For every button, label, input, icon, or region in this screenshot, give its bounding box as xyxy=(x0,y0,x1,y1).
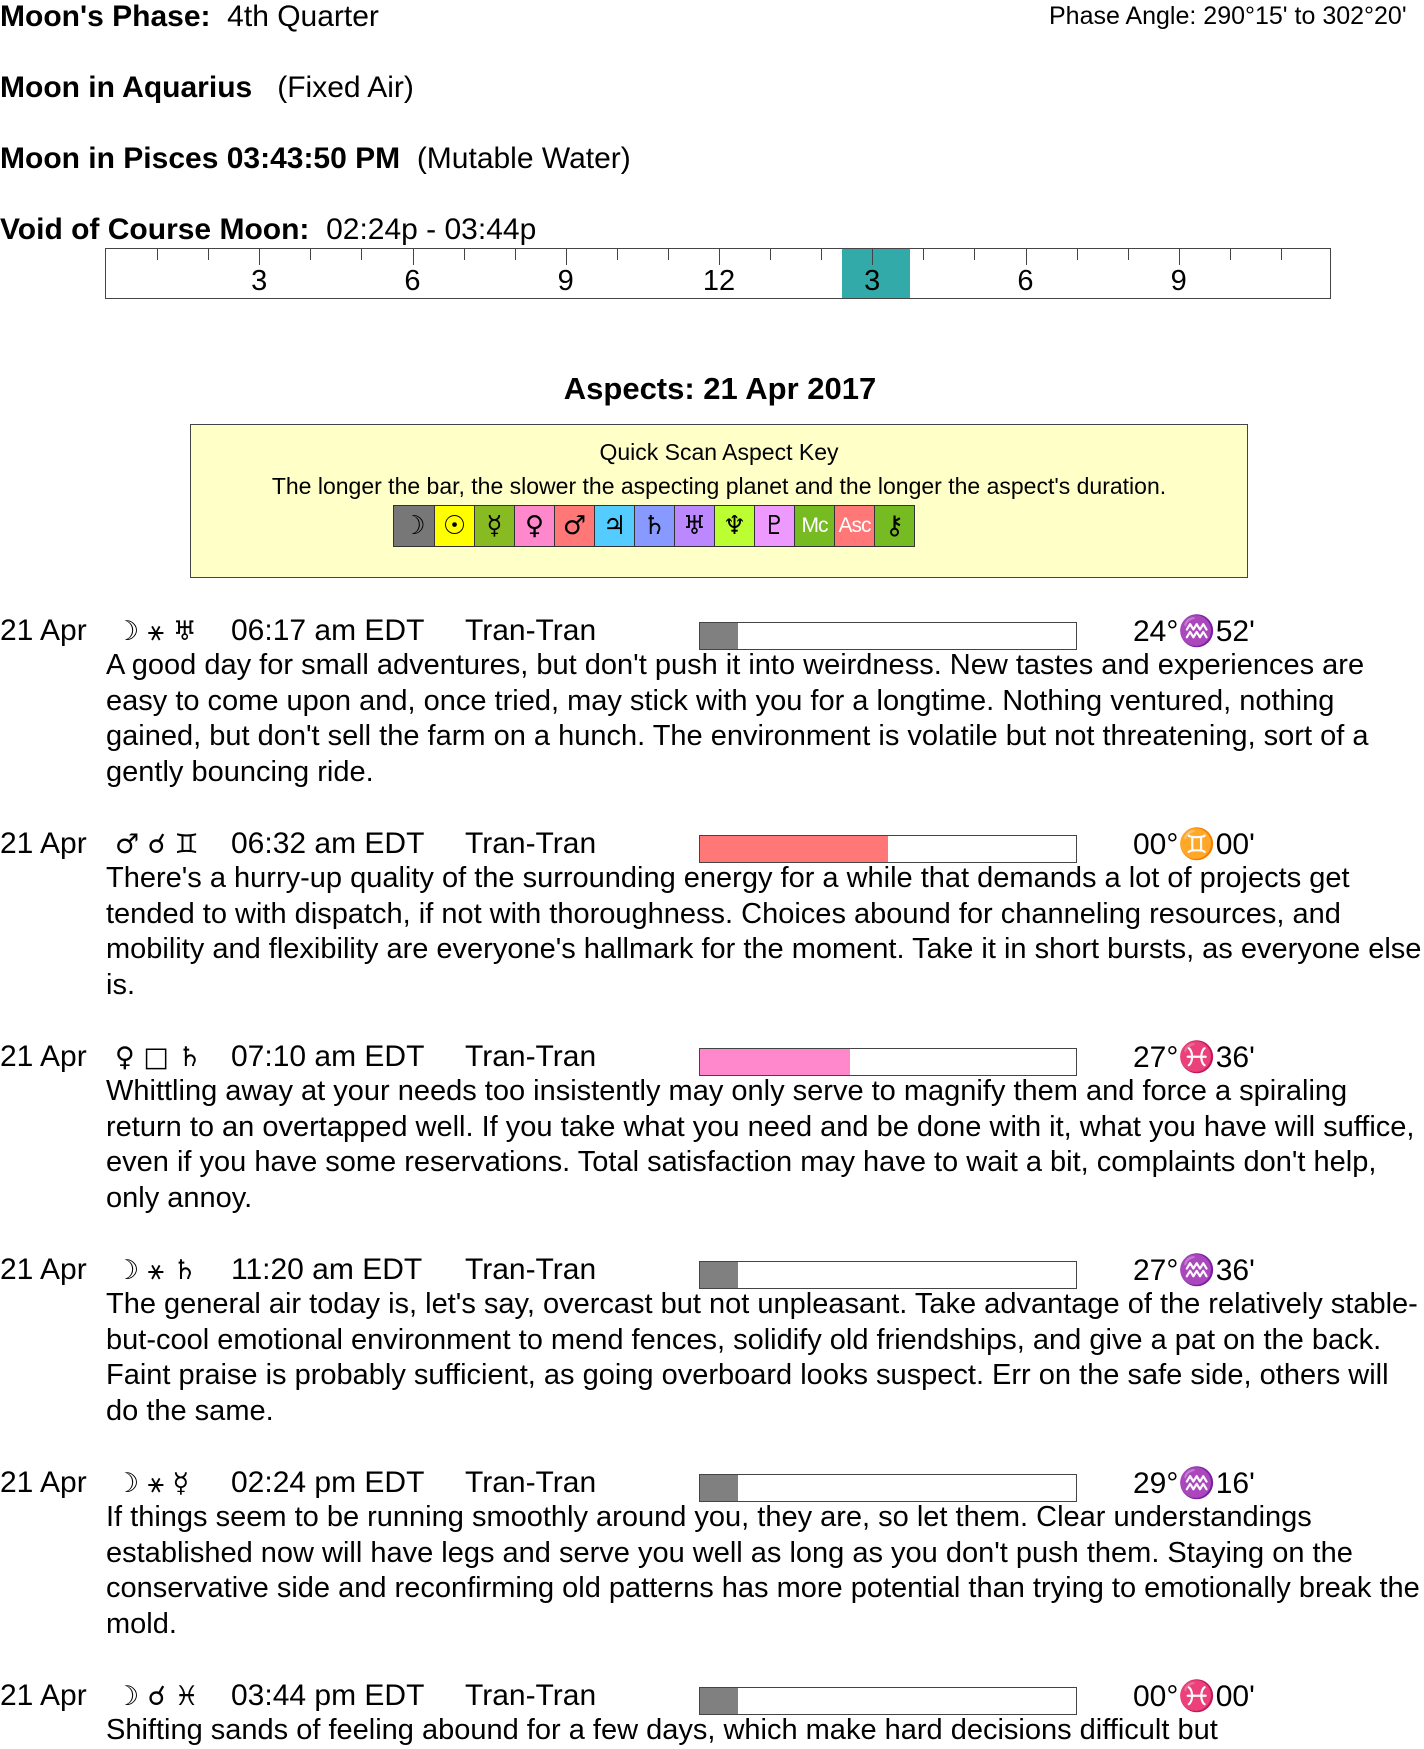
timeline-tick xyxy=(1281,249,1282,260)
aspect-description: The general air today is, let's say, overcast but not unpleasant. Take advantage of the relatively stable-but-cool emotional environment to mend fences, solidify old friendships, and give a pat on the back. Faint praise is probably sufficient, as going overboard looks suspect. Err on the safe side, others will do the same. xyxy=(106,1288,1418,1427)
timeline-tick xyxy=(668,249,669,260)
timeline-tick xyxy=(821,249,822,260)
aspect-time: 03:44 pm EDT xyxy=(231,1679,425,1712)
aspect-symbols: ☽ ☌ ♓ xyxy=(115,1681,199,1712)
aspect-description: Shifting sands of feeling abound for a few days, which make hard decisions difficult but xyxy=(106,1714,1218,1746)
aspect-time: 06:17 am EDT xyxy=(231,614,425,647)
aspect-duration-bar xyxy=(699,1474,1077,1502)
aspect-symbols: ☽ ⚹ ☿ xyxy=(115,1468,190,1499)
timeline-tick xyxy=(208,249,209,260)
aspect-duration-bar xyxy=(699,622,1077,650)
phase-angle: Phase Angle: 290°15' to 302°20' xyxy=(1049,2,1407,30)
aspect-symbols: ♀ □ ♄ xyxy=(115,1042,202,1073)
aspect-entry-header xyxy=(0,1253,1424,1289)
uranus-icon: ♅ xyxy=(674,506,714,546)
venus-icon: ♀ xyxy=(514,506,554,546)
timeline-tick xyxy=(310,249,311,260)
timeline-tick xyxy=(770,249,771,260)
moon-phase-line xyxy=(0,0,379,34)
timeline-tick xyxy=(1230,249,1231,260)
chiron-icon: ⚷ xyxy=(874,506,914,546)
timeline-label: 3 xyxy=(864,265,881,297)
voc-label: Void of Course Moon: xyxy=(0,213,310,246)
aspect-date: 21 Apr xyxy=(0,614,87,647)
moon-ingress-quality: (Mutable Water) xyxy=(416,142,631,175)
aspect-date: 21 Apr xyxy=(0,1040,87,1073)
aspect-duration-fill xyxy=(700,1262,738,1288)
aspect-position: 27°♓36' xyxy=(1133,1041,1255,1074)
timeline-tick xyxy=(1179,249,1180,265)
aspect-duration-fill xyxy=(700,836,888,862)
moon-ingress-line xyxy=(0,142,631,176)
timeline-label: 6 xyxy=(1017,265,1034,297)
aspect-duration-fill xyxy=(700,1475,738,1501)
aspect-type: Tran-Tran xyxy=(465,827,597,860)
moon-sign-quality: (Fixed Air) xyxy=(277,71,414,104)
timeline-tick xyxy=(719,249,720,265)
aspect-duration-bar xyxy=(699,1048,1077,1076)
aspect-description: A good day for small adventures, but don't push it into weirdness. New tastes and experiences are easy to come upon and, once tried, may stick with you for a longtime. Nothing ventured, nothing gained, but don't sell the farm on a hunch. The environment is volatile but not threatening, sort of a gently bouncing ride. xyxy=(106,649,1369,788)
moon-ingress-label: Moon in Pisces 03:43:50 PM xyxy=(0,142,401,175)
aspect-symbols: ☽ ⚹ ♄ xyxy=(115,1255,197,1286)
mercury-icon: ☿ xyxy=(474,506,514,546)
timeline-label: 9 xyxy=(1170,265,1187,297)
aspect-description: Whittling away at your needs too insistently may only serve to magnify them and force a spiraling return to an overtapped well. If you take what you need and be done with it, what you have will suffice, even if you have some reservations. Total satisfaction may have to wait a bit, complaints don't help, only annoy. xyxy=(106,1075,1415,1214)
aspect-type: Tran-Tran xyxy=(465,614,597,647)
aspect-symbols: ☽ ⚹ ♅ xyxy=(115,616,197,647)
aspect-entry-header xyxy=(0,1466,1424,1502)
aspect-time: 02:24 pm EDT xyxy=(231,1466,425,1499)
voc-value: 02:24p - 03:44p xyxy=(326,213,537,246)
timeline-tick xyxy=(413,249,414,265)
aspect-entry-header xyxy=(0,1040,1424,1076)
aspect-duration-fill xyxy=(700,623,738,649)
timeline-tick xyxy=(566,249,567,265)
aspect-position: 24°♒52' xyxy=(1133,615,1255,648)
aspect-symbols: ♂ ☌ ♊ xyxy=(115,829,199,860)
aspect-position: 00°♊00' xyxy=(1133,828,1255,861)
aspect-date: 21 Apr xyxy=(0,1466,87,1499)
aspect-date: 21 Apr xyxy=(0,827,87,860)
timeline-tick xyxy=(515,249,516,260)
ascendant-icon: Asc xyxy=(834,506,874,546)
aspect-time: 06:32 am EDT xyxy=(231,827,425,860)
saturn-icon: ♄ xyxy=(634,506,674,546)
aspect-entry-header xyxy=(0,1679,1424,1715)
aspect-duration-bar xyxy=(699,835,1077,863)
aspect-entry-header xyxy=(0,614,1424,650)
aspect-key-box xyxy=(190,424,1248,578)
aspect-time: 07:10 am EDT xyxy=(231,1040,425,1073)
timeline-tick xyxy=(259,249,260,265)
aspect-description: If things seem to be running smoothly around you, they are, so let them. Clear understandings established now will have legs and serve you well as long as you don't push them. Staying on the conservative side and reconfirming old patterns has more potential than trying to emotionally break the mold. xyxy=(106,1501,1420,1640)
neptune-icon: ♆ xyxy=(714,506,754,546)
voc-line xyxy=(0,213,536,247)
aspect-duration-fill xyxy=(700,1688,738,1714)
aspect-type: Tran-Tran xyxy=(465,1679,597,1712)
aspect-type: Tran-Tran xyxy=(465,1466,597,1499)
timeline-tick xyxy=(872,249,873,265)
aspect-duration-bar xyxy=(699,1687,1077,1715)
aspect-description: There's a hurry-up quality of the surrounding energy for a while that demands a lot of projects get tended to with dispatch, if not with thoroughness. Choices abound for channeling resources, and mobility and flexibility are everyone's hallmark for the moment. Take it in short bursts, as everyone else is. xyxy=(106,862,1422,1001)
planet-glyph-row xyxy=(393,505,915,547)
moon-icon: ☽ xyxy=(394,506,434,546)
midheaven-icon: Mc xyxy=(794,506,834,546)
timeline-label: 12 xyxy=(702,265,736,297)
aspect-position: 27°♒36' xyxy=(1133,1254,1255,1287)
timeline-tick xyxy=(923,249,924,260)
voc-timeline xyxy=(105,248,1331,299)
aspect-type: Tran-Tran xyxy=(465,1253,597,1286)
timeline-tick xyxy=(617,249,618,260)
mars-icon: ♂ xyxy=(554,506,594,546)
timeline-tick xyxy=(464,249,465,260)
aspect-key-description: The longer the bar, the slower the aspecting planet and the longer the aspect's duration. xyxy=(271,473,1167,499)
aspect-entry-header xyxy=(0,827,1424,863)
aspect-type: Tran-Tran xyxy=(465,1040,597,1073)
jupiter-icon: ♃ xyxy=(594,506,634,546)
timeline-tick xyxy=(361,249,362,260)
aspect-key-title: Quick Scan Aspect Key xyxy=(599,439,839,465)
timeline-label: 9 xyxy=(557,265,574,297)
timeline-label: 3 xyxy=(251,265,268,297)
moon-sign-label: Moon in Aquarius xyxy=(0,71,253,104)
timeline-label: 6 xyxy=(404,265,421,297)
timeline-tick xyxy=(974,249,975,260)
timeline-tick xyxy=(1077,249,1078,260)
timeline-tick xyxy=(157,249,158,260)
aspect-position: 00°♓00' xyxy=(1133,1680,1255,1713)
moon-phase-label: Moon's Phase: xyxy=(0,0,211,33)
aspect-time: 11:20 am EDT xyxy=(231,1253,423,1286)
aspect-duration-bar xyxy=(699,1261,1077,1289)
timeline-tick xyxy=(1128,249,1129,260)
timeline-tick xyxy=(1026,249,1027,265)
aspect-duration-fill xyxy=(700,1049,850,1075)
aspect-date: 21 Apr xyxy=(0,1253,87,1286)
aspect-position: 29°♒16' xyxy=(1133,1467,1255,1500)
sun-icon: ☉ xyxy=(434,506,474,546)
aspects-title: Aspects: 21 Apr 2017 xyxy=(563,371,877,406)
moon-sign-line xyxy=(0,71,414,105)
aspect-date: 21 Apr xyxy=(0,1679,87,1712)
pluto-icon: ♇ xyxy=(754,506,794,546)
moon-phase-value: 4th Quarter xyxy=(227,0,379,33)
